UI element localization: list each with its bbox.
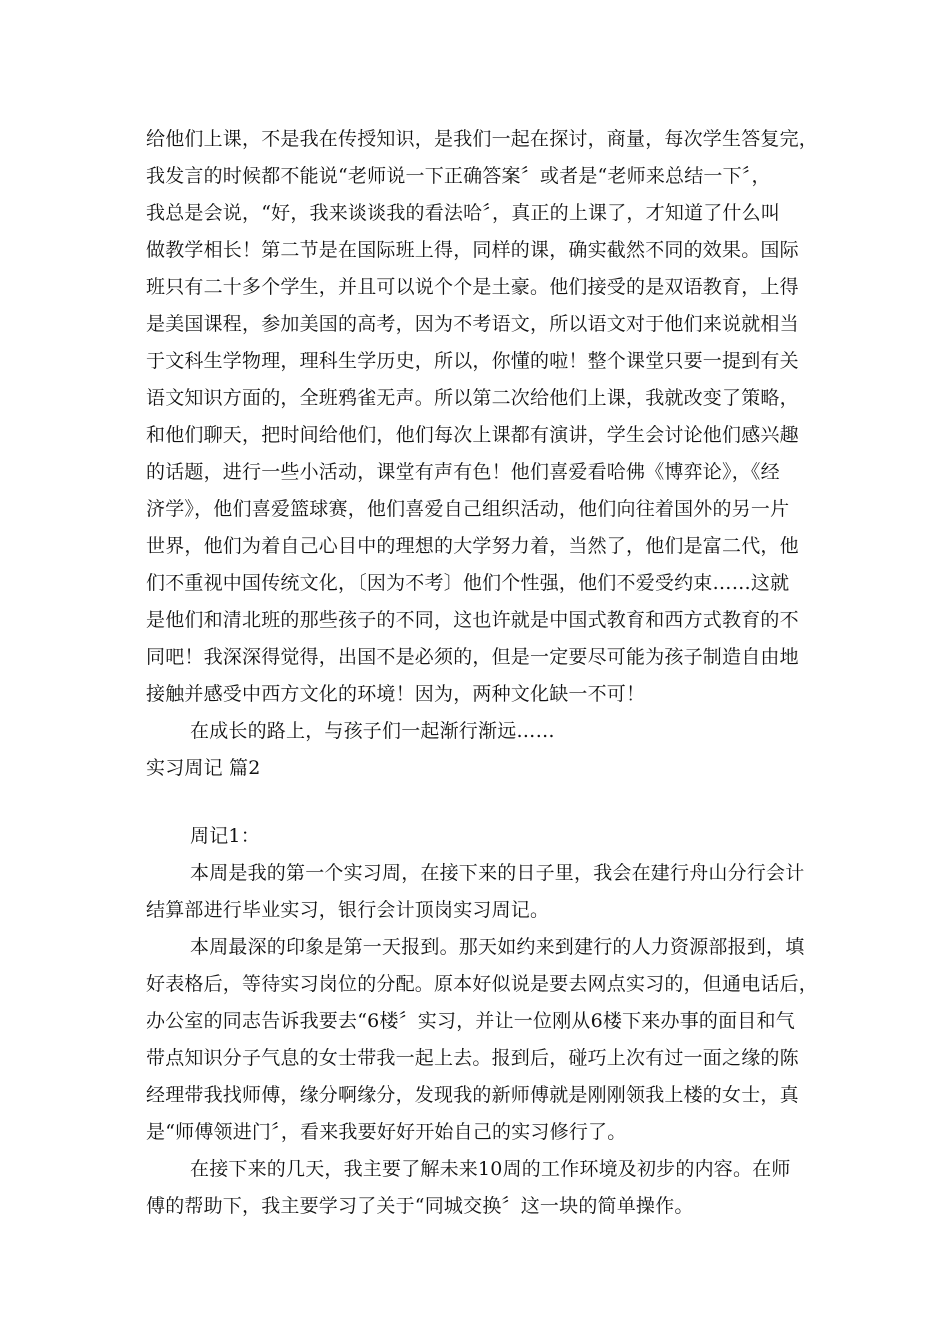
paragraph-line: 在接下来的几天，我主要了解未来10周的工作环境及初步的内容。在师 bbox=[190, 1158, 791, 1180]
paragraph-line: 同吧！我深深得觉得，出国不是必须的，但是一定要尽可能为孩子制造自由地 bbox=[146, 646, 799, 668]
paragraph-line: 好表格后，等待实习岗位的分配。原本好似说是要去网点实习的，但通电话后， bbox=[146, 973, 819, 995]
week-label: 周记1： bbox=[190, 825, 260, 847]
paragraph-line: 语文知识方面的，全班鸦雀无声。所以第二次给他们上课，我就改变了策略， bbox=[146, 387, 799, 409]
paragraph-line: 我发言的时候都不能说“老师说一下正确答案〞或者是“老师来总结一下〞， bbox=[146, 165, 771, 187]
paragraph-line: 是他们和清北班的那些孩子的不同，这也许就是中国式教育和西方式教育的不 bbox=[146, 609, 799, 631]
paragraph-line: 办公室的同志告诉我要去“6楼〞实习，并让一位刚从6楼下来办事的面目和气 bbox=[146, 1010, 795, 1032]
section-heading: 实习周记 篇2 bbox=[146, 757, 261, 779]
paragraph-line: 和他们聊天，把时间给他们，他们每次上课都有演讲，学生会讨论他们感兴趣 bbox=[146, 424, 799, 446]
paragraph-line: 本周是我的第一个实习周，在接下来的日子里，我会在建行舟山分行会计 bbox=[190, 862, 805, 884]
paragraph-line: 本周最深的印象是第一天报到。那天如约来到建行的人力资源部报到，填 bbox=[190, 936, 805, 958]
paragraph-line: 于文科生学物理，理科生学历史，所以，你懂的啦！整个课堂只要一提到有关 bbox=[146, 350, 799, 372]
paragraph-line: 我总是会说，“好，我来谈谈我的看法哈〞，真正的上课了，才知道了什么叫 bbox=[146, 202, 781, 224]
paragraph-line: 给他们上课，不是我在传授知识，是我们一起在探讨，商量，每次学生答复完， bbox=[146, 128, 819, 150]
paragraph-line: 们不重视中国传统文化，〔因为不考〕他们个性强，他们不爱受约束……这就 bbox=[146, 572, 790, 594]
paragraph-line: 是“师傅领进门〞，看来我要好好开始自己的实习修行了。 bbox=[146, 1121, 627, 1143]
paragraph-line: 经理带我找师傅，缘分啊缘分，发现我的新师傅就是刚刚领我上楼的女士，真 bbox=[146, 1084, 799, 1106]
paragraph-line: 带点知识分子气息的女士带我一起上去。报到后，碰巧上次有过一面之缘的陈 bbox=[146, 1047, 799, 1069]
paragraph-line: 做教学相长！第二节是在国际班上得，同样的课，确实截然不同的效果。国际 bbox=[146, 239, 799, 261]
paragraph-line: 济学》，他们喜爱篮球赛，他们喜爱自己组织活动，他们向往着国外的另一片 bbox=[146, 498, 790, 520]
paragraph-line: 傅的帮助下，我主要学习了关于“同城交换〞这一块的简单操作。 bbox=[146, 1195, 694, 1217]
paragraph-line: 结算部进行毕业实习，银行会计顶岗实习周记。 bbox=[146, 899, 550, 921]
paragraph-line: 的话题，进行一些小活动，课堂有声有色！他们喜爱看哈佛《博弈论》，《经 bbox=[146, 461, 780, 483]
paragraph-line: 班只有二十多个学生，并且可以说个个是土豪。他们接受的是双语教育，上得 bbox=[146, 276, 799, 298]
paragraph-line: 是美国课程，参加美国的高考，因为不考语文，所以语文对于他们来说就相当 bbox=[146, 313, 799, 335]
paragraph-line: 世界，他们为着自己心目中的理想的大学努力着，当然了，他们是富二代，他 bbox=[146, 535, 799, 557]
closing-line: 在成长的路上，与孩子们一起渐行渐远…… bbox=[190, 720, 555, 742]
paragraph-line: 接触并感受中西方文化的环境！因为，两种文化缺一不可！ bbox=[146, 683, 646, 705]
